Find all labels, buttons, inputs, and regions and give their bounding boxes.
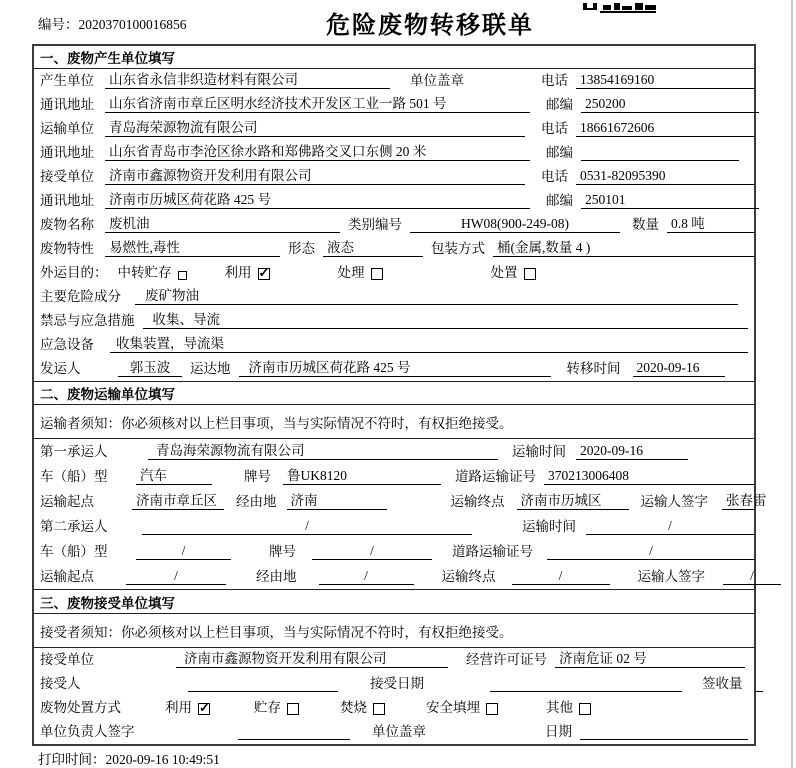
row-waste-name [34, 213, 754, 237]
purpose-option-reuse [225, 261, 270, 281]
receiver-addr-value: 济南市历城区荷花路 425 号 [105, 188, 530, 209]
receiver-addr-label: 通讯地址 [40, 193, 94, 208]
row-transporter-address [34, 141, 754, 165]
vehicle1-cert-value: 370213006408 [544, 468, 754, 485]
transporter-phone-label: 电话 [541, 121, 568, 136]
signed-qty-label: 签收量 [702, 676, 743, 691]
transfer-checkbox [178, 271, 187, 280]
route1-end-value: 济南市历城区 [517, 489, 629, 510]
doc-number-value: 2020370100016856 [78, 17, 187, 32]
disposal-landfill-checkbox [486, 703, 498, 715]
carrier2-time-label: 运输时间 [522, 519, 576, 534]
destination-label: 运达地 [190, 361, 231, 376]
carrier2-time-value: / [586, 518, 754, 535]
purpose-option-transfer [118, 261, 187, 281]
disposal-other-checkbox [579, 703, 591, 715]
signoff-label: 单位负责人签字 [40, 724, 135, 739]
carrier1-label: 第一承运人 [40, 444, 108, 459]
receiver-phone-label: 电话 [541, 169, 568, 184]
print-time [38, 748, 220, 768]
vehicle1-type-label: 车（船）型 [40, 469, 108, 484]
transporter-addr-label: 通讯地址 [40, 145, 94, 160]
waste-props-value: 易燃性,毒性 [105, 236, 280, 257]
row-vehicle1 [34, 464, 754, 489]
accept-date-value [490, 676, 682, 692]
disposal-option-reuse-label: 利用 [165, 700, 192, 715]
vehicle1-plate-label: 牌号 [244, 469, 271, 484]
producer-zip-label: 邮编 [546, 97, 573, 112]
section-transporter [34, 381, 767, 589]
row-signoff [34, 720, 754, 744]
row-route1 [34, 489, 767, 514]
row-producer [34, 69, 754, 93]
waste-form-label: 形态 [288, 241, 315, 256]
purpose-option-transfer-label: 中转贮存 [117, 265, 172, 280]
row-waste-props [34, 237, 754, 261]
section2-header: 二、废物运输单位填写 [34, 381, 754, 405]
row-vehicle2 [34, 539, 754, 564]
producer-addr-value: 山东省济南市章丘区明水经济技术开发区工业一路 501 号 [105, 92, 530, 113]
row-carrier2 [34, 514, 754, 539]
route2-start-value: / [126, 568, 226, 585]
signoff-date-value [580, 724, 748, 740]
disposal-option-store [254, 696, 299, 716]
acceptor-label: 接受人 [40, 676, 81, 691]
waste-qty-label: 数量 [632, 217, 659, 232]
receiver-zip-value: 250101 [581, 192, 759, 209]
carrier1-time-value: 2020-09-16 [576, 443, 688, 460]
row-acceptor [34, 672, 754, 696]
route1-via-label: 经由地 [236, 494, 277, 509]
purpose-label: 外运目的： [40, 265, 108, 280]
row-receiver [34, 165, 754, 189]
row-receive-unit [34, 648, 754, 672]
hazard-label: 主要危险成分 [40, 289, 121, 304]
carrier1-value: 青岛海荣源物流有限公司 [148, 439, 498, 460]
receiver-label: 接受单位 [40, 169, 94, 184]
packing-value: 桶(金属,数量 4 ) [493, 236, 754, 257]
section3-notice: 接受者须知：你必须核对以上栏目事项，当与实际情况不符时，有权拒绝接受。 [34, 614, 754, 648]
vehicle2-type-value: / [136, 543, 231, 560]
carrier2-value: / [142, 518, 472, 535]
route2-via-value: / [319, 568, 414, 585]
disposal-reuse-checkbox [198, 703, 210, 715]
receiver-zip-label: 邮编 [546, 193, 573, 208]
route2-end-value: / [512, 568, 610, 585]
vehicle2-plate-value: / [312, 543, 432, 560]
row-transporter [34, 117, 754, 141]
disposal-option-landfill-label: 安全填埋 [426, 700, 480, 715]
transporter-addr-value: 山东省青岛市李沧区徐水路和郑佛路交叉口东侧 20 米 [105, 140, 530, 161]
signoff-date-label: 日期 [545, 724, 572, 739]
signed-qty-value [755, 676, 763, 692]
purpose-option-dispose [491, 261, 536, 281]
route2-sign-value: / [723, 568, 781, 585]
accept-date-label: 接受日期 [370, 676, 424, 691]
vehicle2-plate-label: 牌号 [269, 544, 296, 559]
route1-start-value: 济南市章丘区 [132, 489, 224, 510]
receive-unit-value: 济南市鑫源物资开发利用有限公司 [176, 647, 448, 668]
receiver-value: 济南市鑫源物资开发利用有限公司 [105, 164, 525, 185]
reuse-checkbox [258, 268, 270, 280]
disposal-option-incinerate [340, 696, 385, 716]
emergency-equipment-value: 收集装置，导流渠 [110, 332, 748, 353]
transporter-zip-value [581, 145, 739, 161]
print-time-value: 2020-09-16 10:49:51 [105, 752, 220, 767]
route1-via-value: 济南 [287, 489, 387, 510]
doc-number-label: 编号： [38, 17, 79, 32]
vehicle2-cert-value: / [547, 543, 755, 560]
row-dispatch [34, 357, 754, 381]
disposal-store-checkbox [287, 703, 299, 715]
disposal-option-reuse [165, 696, 210, 716]
waste-props-label: 废物特性 [40, 241, 94, 256]
treat-checkbox [371, 268, 383, 280]
section2-notice: 运输者须知：你必须核对以上栏目事项，当与实际情况不符时，有权拒绝接受。 [34, 405, 754, 439]
producer-phone-label: 电话 [541, 73, 568, 88]
transporter-value: 青岛海荣源物流有限公司 [105, 116, 525, 137]
signoff-seal-label: 单位盖章 [372, 724, 426, 739]
transporter-phone-value: 18661672606 [576, 120, 754, 137]
vehicle1-plate-value: 鲁UK8120 [283, 464, 441, 485]
producer-label: 产生单位 [40, 73, 94, 88]
disposal-option-landfill [426, 696, 498, 716]
transfer-time-label: 转移时间 [566, 361, 621, 376]
row-purpose [34, 261, 754, 285]
waste-category-value: HW08(900-249-08) [410, 216, 620, 233]
qr-code-fragment-icon [583, 0, 656, 18]
license-label: 经营许可证号 [466, 652, 547, 667]
disposal-label: 废物处置方式 [40, 700, 121, 715]
doc-number [38, 13, 187, 33]
producer-phone-value: 13854169160 [576, 72, 754, 89]
disposal-option-other [546, 696, 591, 716]
carrier1-time-label: 运输时间 [512, 444, 566, 459]
packing-label: 包装方式 [431, 241, 485, 256]
producer-addr-label: 通讯地址 [40, 97, 94, 112]
seal-label: 单位盖章 [410, 73, 464, 88]
section1-header: 一、废物产生单位填写 [34, 46, 754, 69]
waste-category-label: 类别编号 [348, 217, 402, 232]
signoff-value [238, 724, 350, 740]
receive-unit-label: 接受单位 [40, 652, 94, 667]
dispatcher-label: 发运人 [40, 361, 81, 376]
page-title: 危险废物转移联单 [326, 13, 534, 39]
receiver-phone-value: 0531-82095390 [576, 168, 754, 185]
carrier2-label: 第二承运人 [40, 519, 108, 534]
purpose-option-dispose-label: 处置 [490, 265, 518, 280]
acceptor-value [188, 676, 338, 692]
route2-sign-label: 运输人签字 [637, 569, 705, 584]
producer-zip-value: 250200 [581, 96, 759, 113]
purpose-option-reuse-label: 利用 [224, 265, 252, 280]
section-producer [34, 46, 754, 381]
row-route2 [34, 564, 754, 589]
route1-sign-value: 张春雷 [722, 489, 754, 510]
purpose-option-treat-label: 处理 [337, 265, 365, 280]
manifest-form-table [32, 44, 767, 746]
row-hazard [34, 285, 754, 309]
destination-value: 济南市历城区荷花路 425 号 [239, 356, 551, 377]
waste-form-value: 液态 [323, 236, 423, 257]
row-carrier1 [34, 439, 754, 464]
waste-name-label: 废物名称 [40, 217, 94, 232]
route2-start-label: 运输起点 [40, 569, 94, 584]
vehicle1-cert-label: 道路运输证号 [455, 469, 536, 484]
dispose-checkbox [524, 268, 536, 280]
disposal-option-incinerate-label: 焚烧 [340, 700, 367, 715]
vehicle2-type-label: 车（船）型 [40, 544, 108, 559]
waste-name-value: 废机油 [105, 212, 340, 233]
print-time-label: 打印时间： [38, 752, 106, 767]
route2-end-label: 运输终点 [441, 569, 496, 584]
row-producer-address [34, 93, 754, 117]
disposal-option-store-label: 贮存 [254, 700, 281, 715]
page-right-edge-line [791, 0, 793, 768]
vehicle2-cert-label: 道路运输证号 [452, 544, 533, 559]
row-emergency-equipment [34, 333, 754, 357]
license-value: 济南危证 02 号 [555, 647, 745, 668]
dispatcher-value: 郭玉波 [118, 356, 182, 377]
transporter-zip-label: 邮编 [546, 145, 573, 160]
producer-value: 山东省永信非织造材料有限公司 [105, 68, 390, 89]
section3-header: 三、废物接受单位填写 [34, 589, 754, 614]
emergency-measures-label: 禁忌与应急措施 [40, 313, 135, 328]
hazard-value: 废矿物油 [135, 284, 738, 305]
section-receiver [34, 589, 754, 744]
emergency-equipment-label: 应急设备 [40, 337, 94, 352]
route2-via-label: 经由地 [256, 569, 297, 584]
transfer-time-value: 2020-09-16 [633, 360, 725, 377]
route1-start-label: 运输起点 [40, 494, 94, 509]
disposal-incinerate-checkbox [373, 703, 385, 715]
route1-sign-label: 运输人签字 [640, 494, 708, 509]
route1-end-label: 运输终点 [450, 494, 505, 509]
transporter-label: 运输单位 [40, 121, 94, 136]
disposal-option-other-label: 其他 [546, 700, 573, 715]
vehicle1-type-value: 汽车 [136, 464, 212, 485]
emergency-measures-value: 收集、导流 [143, 308, 749, 329]
row-receiver-address [34, 189, 754, 213]
purpose-option-treat [338, 261, 383, 281]
waste-qty-value: 0.8 吨 [667, 212, 754, 233]
row-disposal [34, 696, 754, 720]
row-emergency-measures [34, 309, 754, 333]
